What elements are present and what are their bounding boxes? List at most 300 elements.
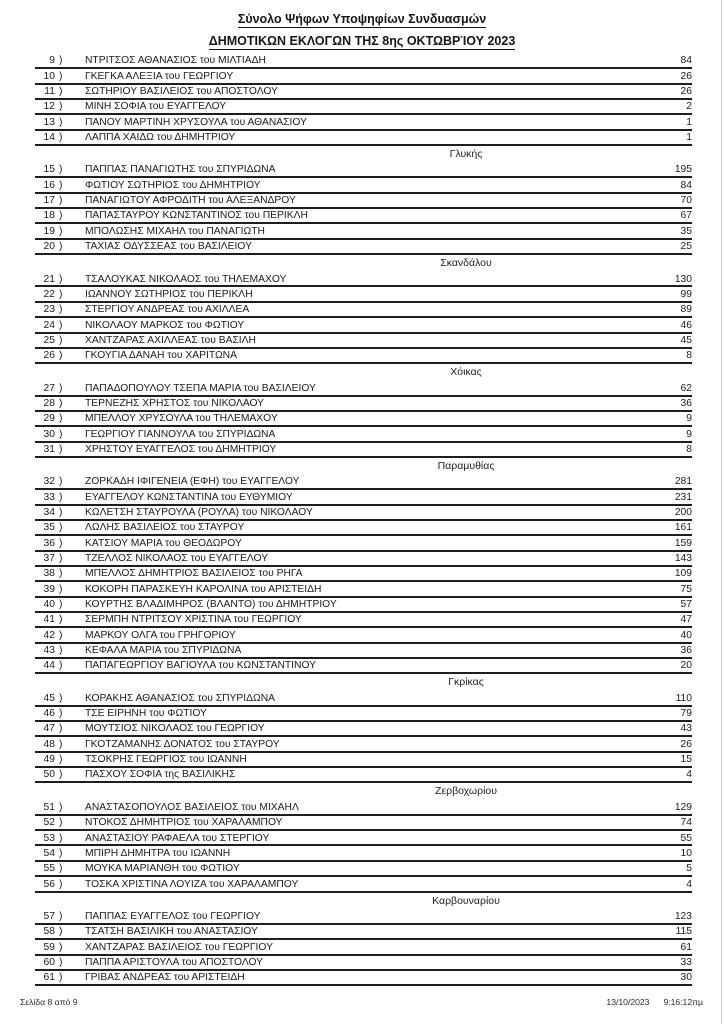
vote-count: 40 (680, 629, 692, 641)
row-number-cell (35, 817, 85, 829)
row-number-bracket: ) (59, 491, 63, 503)
candidate-name: ΓΕΩΡΓΙΟΥ ΓΙΑΝΝΟΥΛΑ του ΣΠΥΡΙΔΩΝΑ (85, 428, 276, 440)
row-number: 27 (43, 382, 55, 394)
candidate-name: ΦΩΤΙΟΥ ΣΩΤΗΡΙΟΣ του ΔΗΜΗΤΡΙΟΥ (85, 179, 261, 191)
row-number-bracket: ) (59, 164, 63, 176)
vote-count: 25 (680, 241, 692, 253)
scan-edge-line (721, 0, 723, 1024)
row-number: 35 (43, 522, 55, 534)
candidate-row (35, 69, 692, 84)
vote-count: 67 (680, 210, 692, 222)
candidate-row (35, 971, 692, 986)
candidate-name: ΑΝΑΣΤΑΣΟΠΟΥΛΟΣ ΒΑΣΙΛΕΙΟΣ του ΜΙΧΑΗΛ (85, 801, 299, 813)
section-header: Καρβουναρίου (432, 894, 500, 907)
row-number-cell (35, 754, 85, 766)
candidate-row (35, 862, 692, 877)
row-number-bracket: ) (59, 599, 63, 611)
row-number-bracket: ) (59, 972, 63, 984)
row-number: 34 (43, 506, 55, 518)
candidate-row (35, 628, 692, 643)
candidate-row (35, 490, 692, 505)
row-number-cell (35, 117, 85, 129)
candidate-name: ΙΩΑΝΝΟΥ ΣΩΤΗΡΙΟΣ του ΠΕΡΙΚΛΗ (85, 288, 253, 300)
row-number: 25 (43, 334, 55, 346)
candidate-name: ΑΝΑΣΤΑΣΙΟΥ ΡΑΦΑΕΛΑ του ΣΤΕΡΓΙΟΥ (85, 832, 270, 844)
candidate-row (35, 163, 692, 178)
vote-count: 109 (674, 568, 692, 580)
row-number-cell (35, 71, 85, 83)
row-number-cell (35, 320, 85, 332)
candidate-row (35, 272, 692, 287)
candidate-row (35, 100, 692, 115)
row-number-cell (35, 492, 85, 504)
row-number-cell (35, 957, 85, 969)
page-subtitle-row (0, 33, 724, 50)
vote-count: 161 (674, 522, 692, 534)
vote-count: 130 (674, 273, 692, 285)
results-table (35, 54, 692, 986)
row-number-cell (35, 226, 85, 238)
row-number-bracket: ) (59, 738, 63, 750)
row-number-cell (35, 769, 85, 781)
footer-date: 13/10/2023 (606, 997, 650, 1007)
candidate-name: ΓΚΟΥΓΙΑ ΔΑΝΑΗ του ΧΑΡΙΤΩΝΑ (85, 350, 237, 362)
candidate-name: ΝΙΚΟΛΑΟΥ ΜΑΡΚΟΣ του ΦΩΤΙΟΥ (85, 319, 245, 331)
row-number: 9 (49, 55, 55, 67)
candidate-name: ΧΑΝΤΖΑΡΑΣ ΒΑΣΙΛΕΙΟΣ του ΓΕΩΡΓΙΟΥ (85, 941, 273, 953)
row-number: 12 (43, 101, 55, 113)
row-number-bracket: ) (59, 304, 63, 316)
row-number-cell (35, 132, 85, 144)
row-number: 45 (43, 692, 55, 704)
row-number-cell (35, 476, 85, 488)
row-number: 43 (43, 645, 55, 657)
row-number-bracket: ) (59, 195, 63, 207)
candidate-row (35, 209, 692, 224)
vote-count: 115 (675, 926, 692, 938)
row-number-bracket: ) (59, 692, 63, 704)
vote-count: 62 (680, 382, 692, 394)
candidate-row (35, 691, 692, 706)
row-number-cell (35, 614, 85, 626)
vote-count: 9 (686, 428, 692, 440)
candidate-name: ΠΑΣΧΟΥ ΣΟΦΙΑ της ΒΑΣΙΛΙΚΗΣ (85, 769, 236, 781)
candidate-name: ΤΣΕ ΕΙΡΗΝΗ του ΦΩΤΙΟΥ (85, 708, 207, 720)
vote-count: 45 (680, 334, 692, 346)
vote-count: 15 (680, 754, 692, 766)
vote-count: 30 (680, 972, 692, 984)
row-number-cell (35, 241, 85, 253)
candidate-row (35, 506, 692, 521)
row-number-cell (35, 289, 85, 301)
row-number-bracket: ) (59, 210, 63, 222)
candidate-name: ΛΑΠΠΑ ΧΑΙΔΩ του ΔΗΜΗΤΡΙΟΥ (85, 132, 236, 144)
vote-count: 75 (680, 583, 692, 595)
candidate-name: ΤΖΕΛΛΟΣ ΝΙΚΟΛΑΟΣ του ΕΥΑΓΓΕΛΟΥ (85, 553, 269, 565)
row-number-cell (35, 383, 85, 395)
candidate-row (35, 940, 692, 955)
vote-count: 8 (686, 443, 692, 455)
row-number-cell (35, 86, 85, 98)
candidate-row (35, 925, 692, 940)
row-number-cell (35, 708, 85, 720)
vote-count: 99 (680, 288, 692, 300)
candidate-row (35, 303, 692, 318)
row-number: 44 (43, 660, 55, 672)
row-number: 46 (43, 708, 55, 720)
vote-count: 1 (686, 132, 692, 144)
candidate-name: ΤΕΡΝΕΖΗΣ ΧΡΗΣΤΟΣ του ΝΙΚΟΛΑΟΥ (85, 397, 265, 409)
row-number: 11 (44, 86, 55, 98)
candidate-name: ΜΟΥΚΑ ΜΑΡΙΑΝΘΗ του ΦΩΤΙΟΥ (85, 863, 240, 875)
candidate-row (35, 349, 692, 364)
row-number: 18 (43, 210, 55, 222)
row-number-cell (35, 413, 85, 425)
vote-count: 84 (680, 55, 692, 67)
row-number-bracket: ) (59, 629, 63, 641)
candidate-row (35, 85, 692, 100)
row-number-bracket: ) (59, 956, 63, 968)
row-number-cell (35, 802, 85, 814)
document-header (0, 0, 724, 50)
candidate-name: ΠΑΠΠΑΣ ΕΥΑΓΓΕΛΟΣ του ΓΕΩΡΓΙΟΥ (85, 910, 261, 922)
row-number-bracket: ) (59, 817, 63, 829)
row-number-bracket: ) (59, 878, 63, 890)
vote-count: 57 (680, 599, 692, 611)
candidate-row (35, 877, 692, 892)
candidate-name: ΣΕΡΜΠΗ ΝΤΡΙΤΣΟΥ ΧΡΙΣΤΙΝΑ του ΓΕΩΡΓΙΟΥ (85, 614, 302, 626)
row-number-bracket: ) (59, 101, 63, 113)
row-number-cell (35, 538, 85, 550)
candidate-row (35, 536, 692, 551)
row-number-cell (35, 180, 85, 192)
candidate-name: ΠΑΝΟΥ ΜΑΡΤΙΝΗ ΧΡΥΣΟΥΛΑ του ΑΘΑΝΑΣΙΟΥ (85, 116, 307, 128)
vote-count: 10 (680, 847, 692, 859)
candidate-row (35, 910, 692, 925)
vote-count: 5 (686, 863, 692, 875)
footer-datetime (606, 997, 703, 1007)
row-number: 19 (43, 225, 55, 237)
footer-time: 9:16:12πμ (663, 997, 703, 1007)
candidate-row (35, 334, 692, 349)
row-number-bracket: ) (59, 225, 63, 237)
row-number: 14 (43, 132, 55, 144)
row-number: 49 (43, 754, 55, 766)
candidate-row (35, 768, 692, 783)
row-number: 58 (43, 926, 55, 938)
candidate-row (35, 521, 692, 536)
vote-count: 26 (680, 738, 692, 750)
candidate-name: ΜΠΕΛΛΟΣ ΔΗΜΗΤΡΙΟΣ ΒΑΣΙΛΕΙΟΣ του ΡΗΓΑ (85, 568, 303, 580)
row-number-bracket: ) (59, 70, 63, 82)
section-header: Χόικας (450, 366, 482, 379)
footer-page-number: Σελίδα 8 από 9 (20, 997, 78, 1007)
row-number-bracket: ) (59, 537, 63, 549)
row-number-bracket: ) (59, 723, 63, 735)
candidate-row (35, 753, 692, 768)
row-number-bracket: ) (59, 476, 63, 488)
row-number-bracket: ) (59, 863, 63, 875)
row-number: 26 (43, 350, 55, 362)
vote-count: 36 (680, 645, 692, 657)
candidate-name: ΜΙΝΗ ΣΟΦΙΑ του ΕΥΑΓΓΕΛΟΥ (85, 101, 227, 113)
row-number-bracket: ) (59, 910, 63, 922)
row-number: 50 (43, 769, 55, 781)
candidate-name: ΠΑΠΠΑΣ ΠΑΝΑΓΙΩΤΗΣ του ΣΠΥΡΙΔΩΝΑ (85, 164, 276, 176)
candidate-row (35, 412, 692, 427)
candidate-row (35, 831, 692, 846)
candidate-row (35, 381, 692, 396)
row-number-cell (35, 195, 85, 207)
row-number-bracket: ) (59, 382, 63, 394)
vote-count: 110 (675, 692, 692, 704)
row-number-bracket: ) (59, 941, 63, 953)
vote-count: 55 (680, 832, 692, 844)
row-number-cell (35, 335, 85, 347)
candidate-name: ΓΚΕΓΚΑ ΑΛΕΞΙΑ του ΓΕΩΡΓΙΟΥ (85, 70, 234, 82)
row-number-bracket: ) (59, 413, 63, 425)
vote-count: 36 (680, 397, 692, 409)
candidate-name: ΜΑΡΚΟΥ ΟΛΓΑ του ΓΡΗΓΟΡΙΟΥ (85, 629, 236, 641)
candidate-name: ΤΣΑΛΟΥΚΑΣ ΝΙΚΟΛΑΟΣ του ΤΗΛΕΜΑΧΟΥ (85, 273, 287, 285)
candidate-row (35, 644, 692, 659)
row-number: 22 (43, 288, 55, 300)
vote-count: 47 (680, 614, 692, 626)
row-number-cell (35, 942, 85, 954)
row-number: 38 (43, 568, 55, 580)
row-number-bracket: ) (59, 350, 63, 362)
row-number-bracket: ) (59, 428, 63, 440)
row-number-cell (35, 879, 85, 891)
candidate-name: ΚΑΤΣΙΟΥ ΜΑΡΙΑ του ΘΕΟΔΩΡΟΥ (85, 537, 242, 549)
row-number-cell (35, 926, 85, 938)
row-number: 57 (43, 910, 55, 922)
vote-count: 33 (680, 956, 692, 968)
candidate-row (35, 800, 692, 815)
row-number: 24 (43, 319, 55, 331)
vote-count: 2 (686, 101, 692, 113)
candidate-name: ΚΟΚΟΡΗ ΠΑΡΑΣΚΕΥΗ ΚΑΡΟΛΙΝΑ του ΑΡΙΣΤΕΙΔΗ (85, 583, 322, 595)
row-number: 10 (43, 70, 55, 82)
candidate-row (35, 224, 692, 239)
row-number: 42 (43, 629, 55, 641)
candidate-name: ΜΠΕΛΛΟΥ ΧΡΥΣΟΥΛΑ του ΤΗΛΕΜΑΧΟΥ (85, 413, 278, 425)
vote-count: 159 (674, 537, 692, 549)
row-number-cell (35, 645, 85, 657)
row-number-cell (35, 723, 85, 735)
candidate-name: ΖΟΡΚΑΔΗ ΙΦΙΓΕΝΕΙΑ (ΕΦΗ) του ΕΥΑΓΓΕΛΟΥ (85, 476, 300, 488)
candidate-row (35, 552, 692, 567)
election-subtitle: ΔΗΜΟΤΙΚΩΝ ΕΚΛΟΓΩΝ ΤΗΣ 8ης ΟΚΤΩΒΡΊΟΥ 2023 (208, 34, 516, 48)
vote-count: 143 (674, 553, 692, 565)
vote-count: 20 (680, 660, 692, 672)
row-number: 51 (43, 801, 55, 813)
row-number: 28 (43, 397, 55, 409)
candidate-row (35, 722, 692, 737)
row-number: 47 (43, 723, 55, 735)
row-number: 30 (43, 428, 55, 440)
row-number-bracket: ) (59, 319, 63, 331)
vote-count: 74 (680, 817, 692, 829)
row-number-cell (35, 350, 85, 362)
row-number-cell (35, 630, 85, 642)
row-number: 17 (43, 195, 55, 207)
row-number-bracket: ) (59, 583, 63, 595)
page-title-row (0, 11, 724, 28)
row-number-cell (35, 599, 85, 611)
row-number-cell (35, 274, 85, 286)
vote-count: 79 (680, 708, 692, 720)
vote-count: 281 (674, 476, 692, 488)
candidate-name: ΣΤΕΡΓΙΟΥ ΑΝΔΡΕΑΣ του ΑΧΙΛΛΕΑ (85, 304, 250, 316)
candidate-name: ΝΤΡΙΤΣΟΣ ΑΘΑΝΑΣΙΟΣ του ΜΙΛΤΙΑΔΗ (85, 55, 266, 67)
row-number: 36 (43, 537, 55, 549)
row-number-bracket: ) (59, 132, 63, 144)
row-number-bracket: ) (59, 179, 63, 191)
vote-count: 123 (674, 910, 692, 922)
candidate-name: ΣΩΤΗΡΙΟΥ ΒΑΣΙΛΕΙΟΣ του ΑΠΟΣΤΟΛΟΥ (85, 86, 278, 98)
row-number-bracket: ) (59, 553, 63, 565)
row-number-bracket: ) (59, 568, 63, 580)
row-number-bracket: ) (59, 660, 63, 672)
candidate-name: ΜΠΟΛΩΣΗΣ ΜΙΧΑΗΛ του ΠΑΝΑΓΙΩΤΗ (85, 225, 265, 237)
row-number-bracket: ) (59, 86, 63, 98)
row-number-bracket: ) (59, 241, 63, 253)
row-number-bracket: ) (59, 443, 63, 455)
row-number-cell (35, 584, 85, 596)
row-number-cell (35, 444, 85, 456)
candidate-row (35, 598, 692, 613)
candidate-row (35, 178, 692, 193)
candidate-row (35, 240, 692, 255)
vote-count: 4 (686, 769, 692, 781)
candidate-name: ΚΟΡΑΚΗΣ ΑΘΑΝΑΣΙΟΣ του ΣΠΥΡΙΔΩΝΑ (85, 692, 276, 704)
row-number: 41 (43, 614, 55, 626)
row-number: 54 (43, 847, 55, 859)
row-number: 40 (43, 599, 55, 611)
row-number-cell (35, 848, 85, 860)
row-number-bracket: ) (59, 769, 63, 781)
candidate-name: ΜΠΙΡΗ ΔΗΜΗΤΡΑ του ΙΩΑΝΝΗ (85, 847, 231, 859)
row-number-bracket: ) (59, 832, 63, 844)
row-number-bracket: ) (59, 801, 63, 813)
candidate-name: ΚΩΛΕΤΣΗ ΣΤΑΥΡΟΥΛΑ (ΡΟΥΛΑ) του ΝΙΚΟΛΑΟΥ (85, 506, 313, 518)
row-number-bracket: ) (59, 522, 63, 534)
row-number: 21 (43, 273, 55, 285)
row-number-cell (35, 833, 85, 845)
vote-count: 8 (686, 350, 692, 362)
row-number-cell (35, 164, 85, 176)
candidate-name: ΧΡΗΣΤΟΥ ΕΥΑΓΓΕΛΟΣ του ΔΗΜΗΤΡΙΟΥ (85, 443, 277, 455)
vote-count: 61 (680, 941, 692, 953)
row-number-bracket: ) (59, 926, 63, 938)
row-number: 39 (43, 583, 55, 595)
row-number: 52 (43, 817, 55, 829)
candidate-row (35, 115, 692, 130)
row-number-bracket: ) (59, 708, 63, 720)
row-number-cell (35, 863, 85, 875)
row-number-cell (35, 101, 85, 113)
row-number-cell (35, 660, 85, 672)
row-number: 13 (43, 116, 55, 128)
vote-count: 129 (674, 801, 692, 813)
row-number-cell (35, 911, 85, 923)
page-title: Σύνολο Ψήφων Υποψηφίων Συνδυασμών (237, 12, 487, 26)
row-number-cell (35, 398, 85, 410)
row-number-cell (35, 210, 85, 222)
candidate-row (35, 582, 692, 597)
candidate-row (35, 443, 692, 458)
row-number: 37 (43, 553, 55, 565)
candidate-row (35, 816, 692, 831)
row-number-cell (35, 429, 85, 441)
vote-count: 35 (680, 225, 692, 237)
candidate-row (35, 737, 692, 752)
candidate-name: ΠΑΝΑΓΙΩΤΟΥ ΑΦΡΟΔΙΤΗ του ΑΛΕΞΑΝΔΡΟΥ (85, 195, 296, 207)
candidate-row (35, 567, 692, 582)
vote-count: 70 (680, 195, 692, 207)
row-number: 20 (43, 241, 55, 253)
candidate-name: ΚΟΥΡΤΗΣ ΒΛΑΔΙΜΗΡΟΣ (ΒΛΑΝΤΟ) του ΔΗΜΗΤΡΙΟΥ (85, 599, 337, 611)
candidate-name: ΤΣΟΚΡΗΣ ΓΕΩΡΓΙΟΣ του ΙΩΑΝΝΗ (85, 754, 247, 766)
candidate-row (35, 427, 692, 442)
row-number: 59 (43, 941, 55, 953)
candidate-name: ΓΡΙΒΑΣ ΑΝΔΡΕΑΣ του ΑΡΙΣΤΕΙΔΗ (85, 972, 245, 984)
vote-count: 89 (680, 304, 692, 316)
section-header: Γλυκής (449, 148, 483, 161)
vote-count: 1 (686, 116, 692, 128)
candidate-name: ΠΑΠΑΣΤΑΥΡΟΥ ΚΩΝΣΤΑΝΤΙΝΟΣ του ΠΕΡΙΚΛΗ (85, 210, 308, 222)
candidate-row (35, 131, 692, 146)
candidate-row (35, 956, 692, 971)
vote-count: 200 (674, 506, 692, 518)
vote-count: 26 (680, 70, 692, 82)
row-number-bracket: ) (59, 645, 63, 657)
candidate-row (35, 613, 692, 628)
row-number-bracket: ) (59, 754, 63, 766)
row-number-cell (35, 553, 85, 565)
candidate-name: ΓΚΟΤΖΑΜΑΝΗΣ ΔΟΝΑΤΟΣ του ΣΤΑΥΡΟΥ (85, 738, 280, 750)
row-number: 32 (43, 476, 55, 488)
row-number-cell (35, 522, 85, 534)
candidate-row (35, 397, 692, 412)
vote-count: 46 (680, 319, 692, 331)
row-number: 29 (43, 413, 55, 425)
row-number-cell (35, 739, 85, 751)
section-header: Ζερβοχωρίου (435, 785, 497, 798)
candidate-row (35, 659, 692, 674)
row-number: 55 (43, 863, 55, 875)
candidate-name: ΕΥΑΓΓΕΛΟΥ ΚΩΝΣΤΑΝΤΙΝΑ του ΕΥΘΥΜΙΟΥ (85, 491, 293, 503)
row-number-bracket: ) (59, 334, 63, 346)
row-number: 16 (43, 179, 55, 191)
row-number: 56 (43, 878, 55, 890)
row-number-bracket: ) (59, 397, 63, 409)
candidate-row (35, 194, 692, 209)
candidate-name: ΠΑΠΑΔΟΠΟΥΛΟΥ ΤΣΕΠΑ ΜΑΡΙΑ του ΒΑΣΙΛΕΙΟΥ (85, 382, 316, 394)
row-number: 53 (43, 832, 55, 844)
candidate-row (35, 707, 692, 722)
candidate-name: ΧΑΝΤΖΑΡΑΣ ΑΧΙΛΛΕΑΣ του ΒΑΣΙΛΗ (85, 334, 256, 346)
row-number: 33 (43, 491, 55, 503)
row-number-bracket: ) (59, 55, 63, 67)
section-header: Σκανδάλου (440, 257, 492, 270)
candidate-name: ΝΤΟΚΟΣ ΔΗΜΗΤΡΙΟΣ του ΧΑΡΑΛΑΜΠΟΥ (85, 817, 283, 829)
row-number: 48 (43, 738, 55, 750)
candidate-row (35, 54, 692, 69)
candidate-row (35, 846, 692, 861)
row-number-cell (35, 55, 85, 67)
